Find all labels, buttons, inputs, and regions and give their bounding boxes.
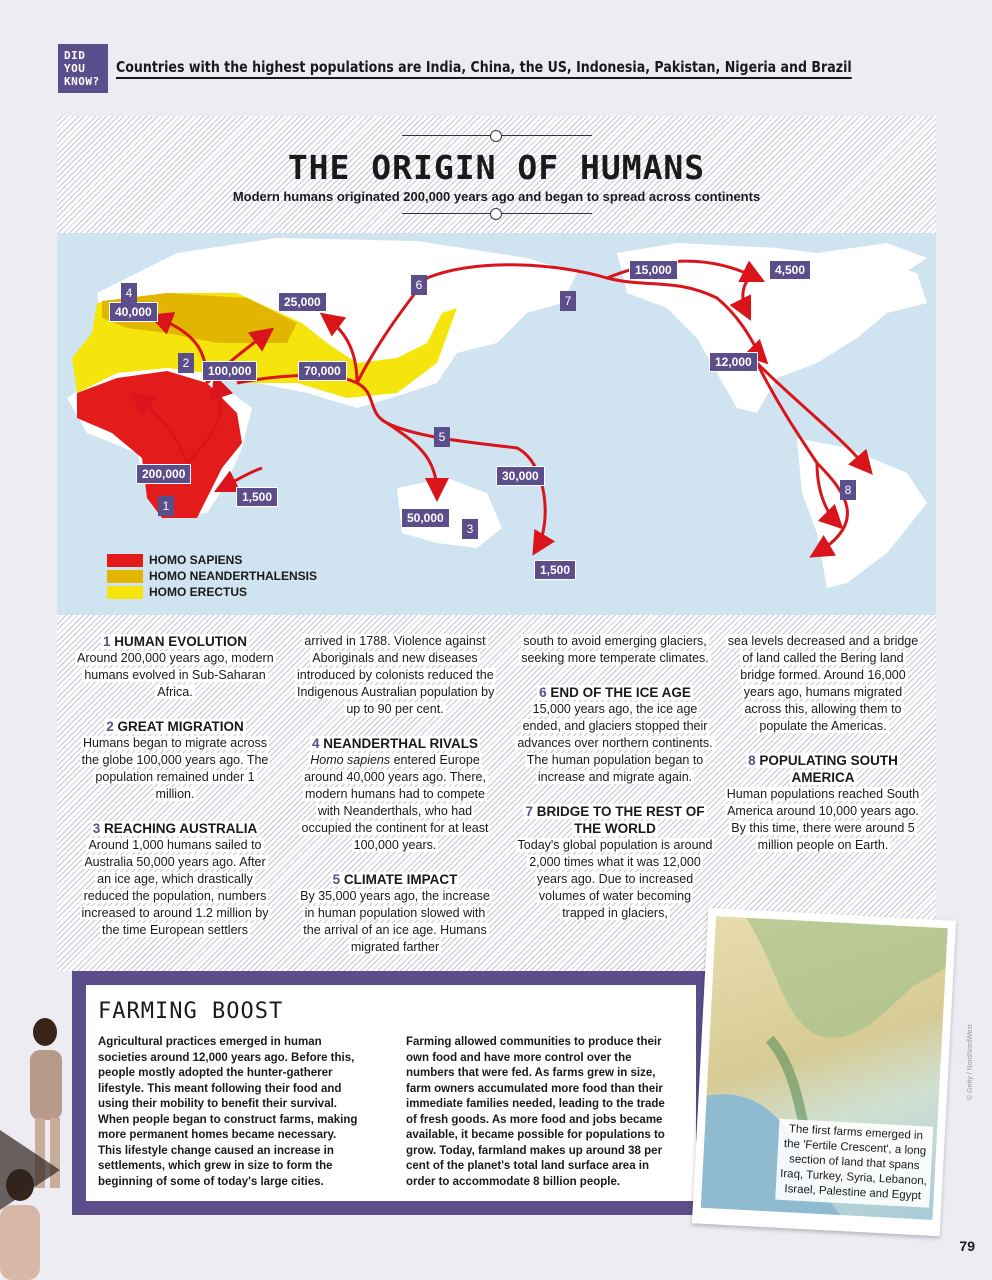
section-body: Human populations reached South America around 10,000 years ago. By this time, there were around 5 million people on Earth. bbox=[726, 787, 920, 852]
text-column-2 bbox=[295, 633, 495, 956]
section-body: south to avoid emerging glaciers, seeking more temperate climates. bbox=[521, 634, 709, 665]
legend-swatch bbox=[107, 586, 143, 599]
section-title: NEANDERTHAL RIVALS bbox=[323, 736, 479, 751]
map-marker: 1 bbox=[158, 496, 174, 516]
text-column-3 bbox=[515, 633, 715, 922]
map-label: 70,000 bbox=[299, 362, 346, 380]
section-heading bbox=[723, 752, 923, 786]
section-title: HUMAN EVOLUTION bbox=[114, 634, 248, 649]
people-illustration bbox=[0, 1010, 70, 1280]
farming-column-2: Farming allowed communities to produce their own food and have more control over the numbers that were fed. As farms grew in size, farm owners accumulated more food than their immediate families needed, leading to the trade of fresh goods. As more food and jobs became available, it became possible for populations to grow. Today, farmland makes up around 38 per cent of the planet's total land surface area in order to accommodate 8 billion people. bbox=[406, 1036, 665, 1188]
legend-label: HOMO SAPIENS bbox=[149, 553, 243, 567]
section-heading bbox=[515, 684, 715, 701]
section-body: Around 200,000 years ago, modern humans evolved in Sub-Saharan Africa. bbox=[77, 651, 274, 699]
legend-swatch bbox=[107, 554, 143, 567]
fertile-crescent-photo bbox=[692, 908, 956, 1237]
section-number: 4 bbox=[311, 736, 320, 751]
section-heading bbox=[295, 735, 495, 752]
section-title: REACHING AUSTRALIA bbox=[104, 821, 258, 836]
map-label: 50,000 bbox=[402, 509, 449, 527]
section-title: END OF THE ICE AGE bbox=[550, 685, 691, 700]
section-body: Around 1,000 humans sailed to Australia 50,000 years ago. After an ice age, which drastically reduced the population, numbers increased to around 1.2 million by the time European settlers bbox=[81, 838, 269, 937]
legend-swatch bbox=[107, 570, 143, 583]
map-marker: 2 bbox=[178, 353, 194, 373]
legend-item bbox=[107, 553, 317, 567]
image-credit: © Getty / NordNordWest bbox=[967, 1024, 974, 1100]
section-heading bbox=[295, 871, 495, 888]
did-you-know-bar bbox=[58, 44, 992, 93]
page-number: 79 bbox=[959, 1238, 975, 1254]
section-body: arrived in 1788. Violence against Aboriginals and new diseases introduced by colonists reduced the Indigenous Australian population by up to 90 per cent. bbox=[297, 634, 495, 716]
section-body: By 35,000 years ago, the increase in human population slowed with the arrival of an ice age. Humans migrated farther bbox=[300, 889, 490, 954]
section-number: 2 bbox=[106, 719, 114, 734]
gear-divider-icon bbox=[402, 208, 592, 220]
section-title: GREAT MIGRATION bbox=[117, 719, 244, 734]
page-subtitle: Modern humans originated 200,000 years ago and began to spread across continents bbox=[232, 189, 761, 204]
map-label: 30,000 bbox=[497, 467, 544, 485]
section-body: Humans began to migrate across the globe 100,000 years ago. The population remained under 1 million. bbox=[81, 736, 269, 801]
section-heading bbox=[515, 803, 715, 837]
section-number: 6 bbox=[539, 685, 547, 700]
section-body: sea levels decreased and a bridge of land called the Bering land bridge formed. Around 16,000 years ago, humans migrated across this, allowing them to populate the Americas. bbox=[727, 634, 919, 733]
legend-item bbox=[107, 585, 317, 599]
section-body: Today's global population is around 2,000 times what it was 12,000 years ago. Due to increased volumes of water becoming trapped in glaciers, bbox=[517, 838, 713, 920]
map-label: 1,500 bbox=[237, 488, 277, 506]
section-number: 5 bbox=[332, 872, 341, 887]
farming-boost-box bbox=[72, 971, 712, 1215]
section-number: 7 bbox=[525, 804, 533, 819]
map-marker: 6 bbox=[411, 275, 427, 295]
legend-label: HOMO NEANDERTHALENSIS bbox=[149, 569, 318, 583]
section-heading bbox=[75, 718, 275, 735]
section-body: Homo sapiens entered Europe around 40,000 years ago. There, modern humans had to compete with Neanderthals, who had occupied the continent for at least 100,000 years. bbox=[301, 753, 489, 852]
did-you-know-text: Countries with the highest populations are India, China, the US, Indonesia, Pakistan, Nigeria and Brazil bbox=[116, 58, 852, 79]
section-number: 1 bbox=[102, 634, 111, 649]
title-block bbox=[57, 130, 936, 220]
legend-item bbox=[107, 569, 317, 583]
map-marker: 5 bbox=[434, 427, 450, 447]
section-heading bbox=[75, 820, 275, 837]
map-marker: 8 bbox=[840, 480, 856, 500]
text-column-1 bbox=[75, 633, 275, 939]
photo-caption: The first farms emerged in the 'Fertile Crescent', a long section of land that spans Iraq, Turkey, Syria, Lebanon, Israel, Palestine and Egypt bbox=[775, 1119, 933, 1208]
section-title: BRIDGE TO THE REST OF THE WORLD bbox=[536, 804, 705, 836]
map-label: 100,000 bbox=[203, 362, 256, 380]
did-you-know-tag: DID YOU KNOW? bbox=[58, 44, 108, 93]
map-label: 25,000 bbox=[279, 293, 326, 311]
legend-label: HOMO ERECTUS bbox=[149, 585, 248, 599]
infographic-panel bbox=[57, 116, 936, 971]
map-label: 1,500 bbox=[535, 561, 575, 579]
section-heading bbox=[75, 633, 275, 650]
farming-column-1: Agricultural practices emerged in human societies around 12,000 years ago. Before this, people mostly adopted the hunter-gatherer lifestyle. This meant following their food and using their mobility to benefit their survival. When people began to construct farms, making more permanent homes became necessary. This lifestyle change caused an increase in settlements, which grew in size to form the beginning of some of today's large cities. bbox=[98, 1036, 358, 1188]
section-title: CLIMATE IMPACT bbox=[343, 872, 458, 887]
map-label: 15,000 bbox=[630, 261, 677, 279]
farming-boost-content bbox=[86, 985, 696, 1201]
map-legend bbox=[107, 553, 317, 601]
map-marker: 7 bbox=[560, 291, 576, 311]
gear-divider-icon bbox=[402, 130, 592, 142]
world-migration-map bbox=[57, 233, 936, 615]
map-label: 12,000 bbox=[710, 353, 757, 371]
map-label: 200,000 bbox=[137, 465, 190, 483]
section-title: POPULATING SOUTH AMERICA bbox=[759, 753, 898, 785]
text-column-4 bbox=[723, 633, 923, 854]
section-number: 3 bbox=[92, 821, 101, 836]
page-title: THE ORIGIN OF HUMANS bbox=[287, 148, 706, 187]
map-marker: 3 bbox=[462, 519, 478, 539]
map-label: 4,500 bbox=[770, 261, 810, 279]
map-marker: 4 bbox=[121, 283, 137, 303]
map-label: 40,000 bbox=[110, 303, 157, 321]
farming-title: FARMING BOOST bbox=[98, 999, 284, 1024]
section-body: 15,000 years ago, the ice age ended, and glaciers stopped their advances over northern continents. The human population began to increase and migrate again. bbox=[517, 702, 713, 784]
section-number: 8 bbox=[748, 753, 756, 768]
